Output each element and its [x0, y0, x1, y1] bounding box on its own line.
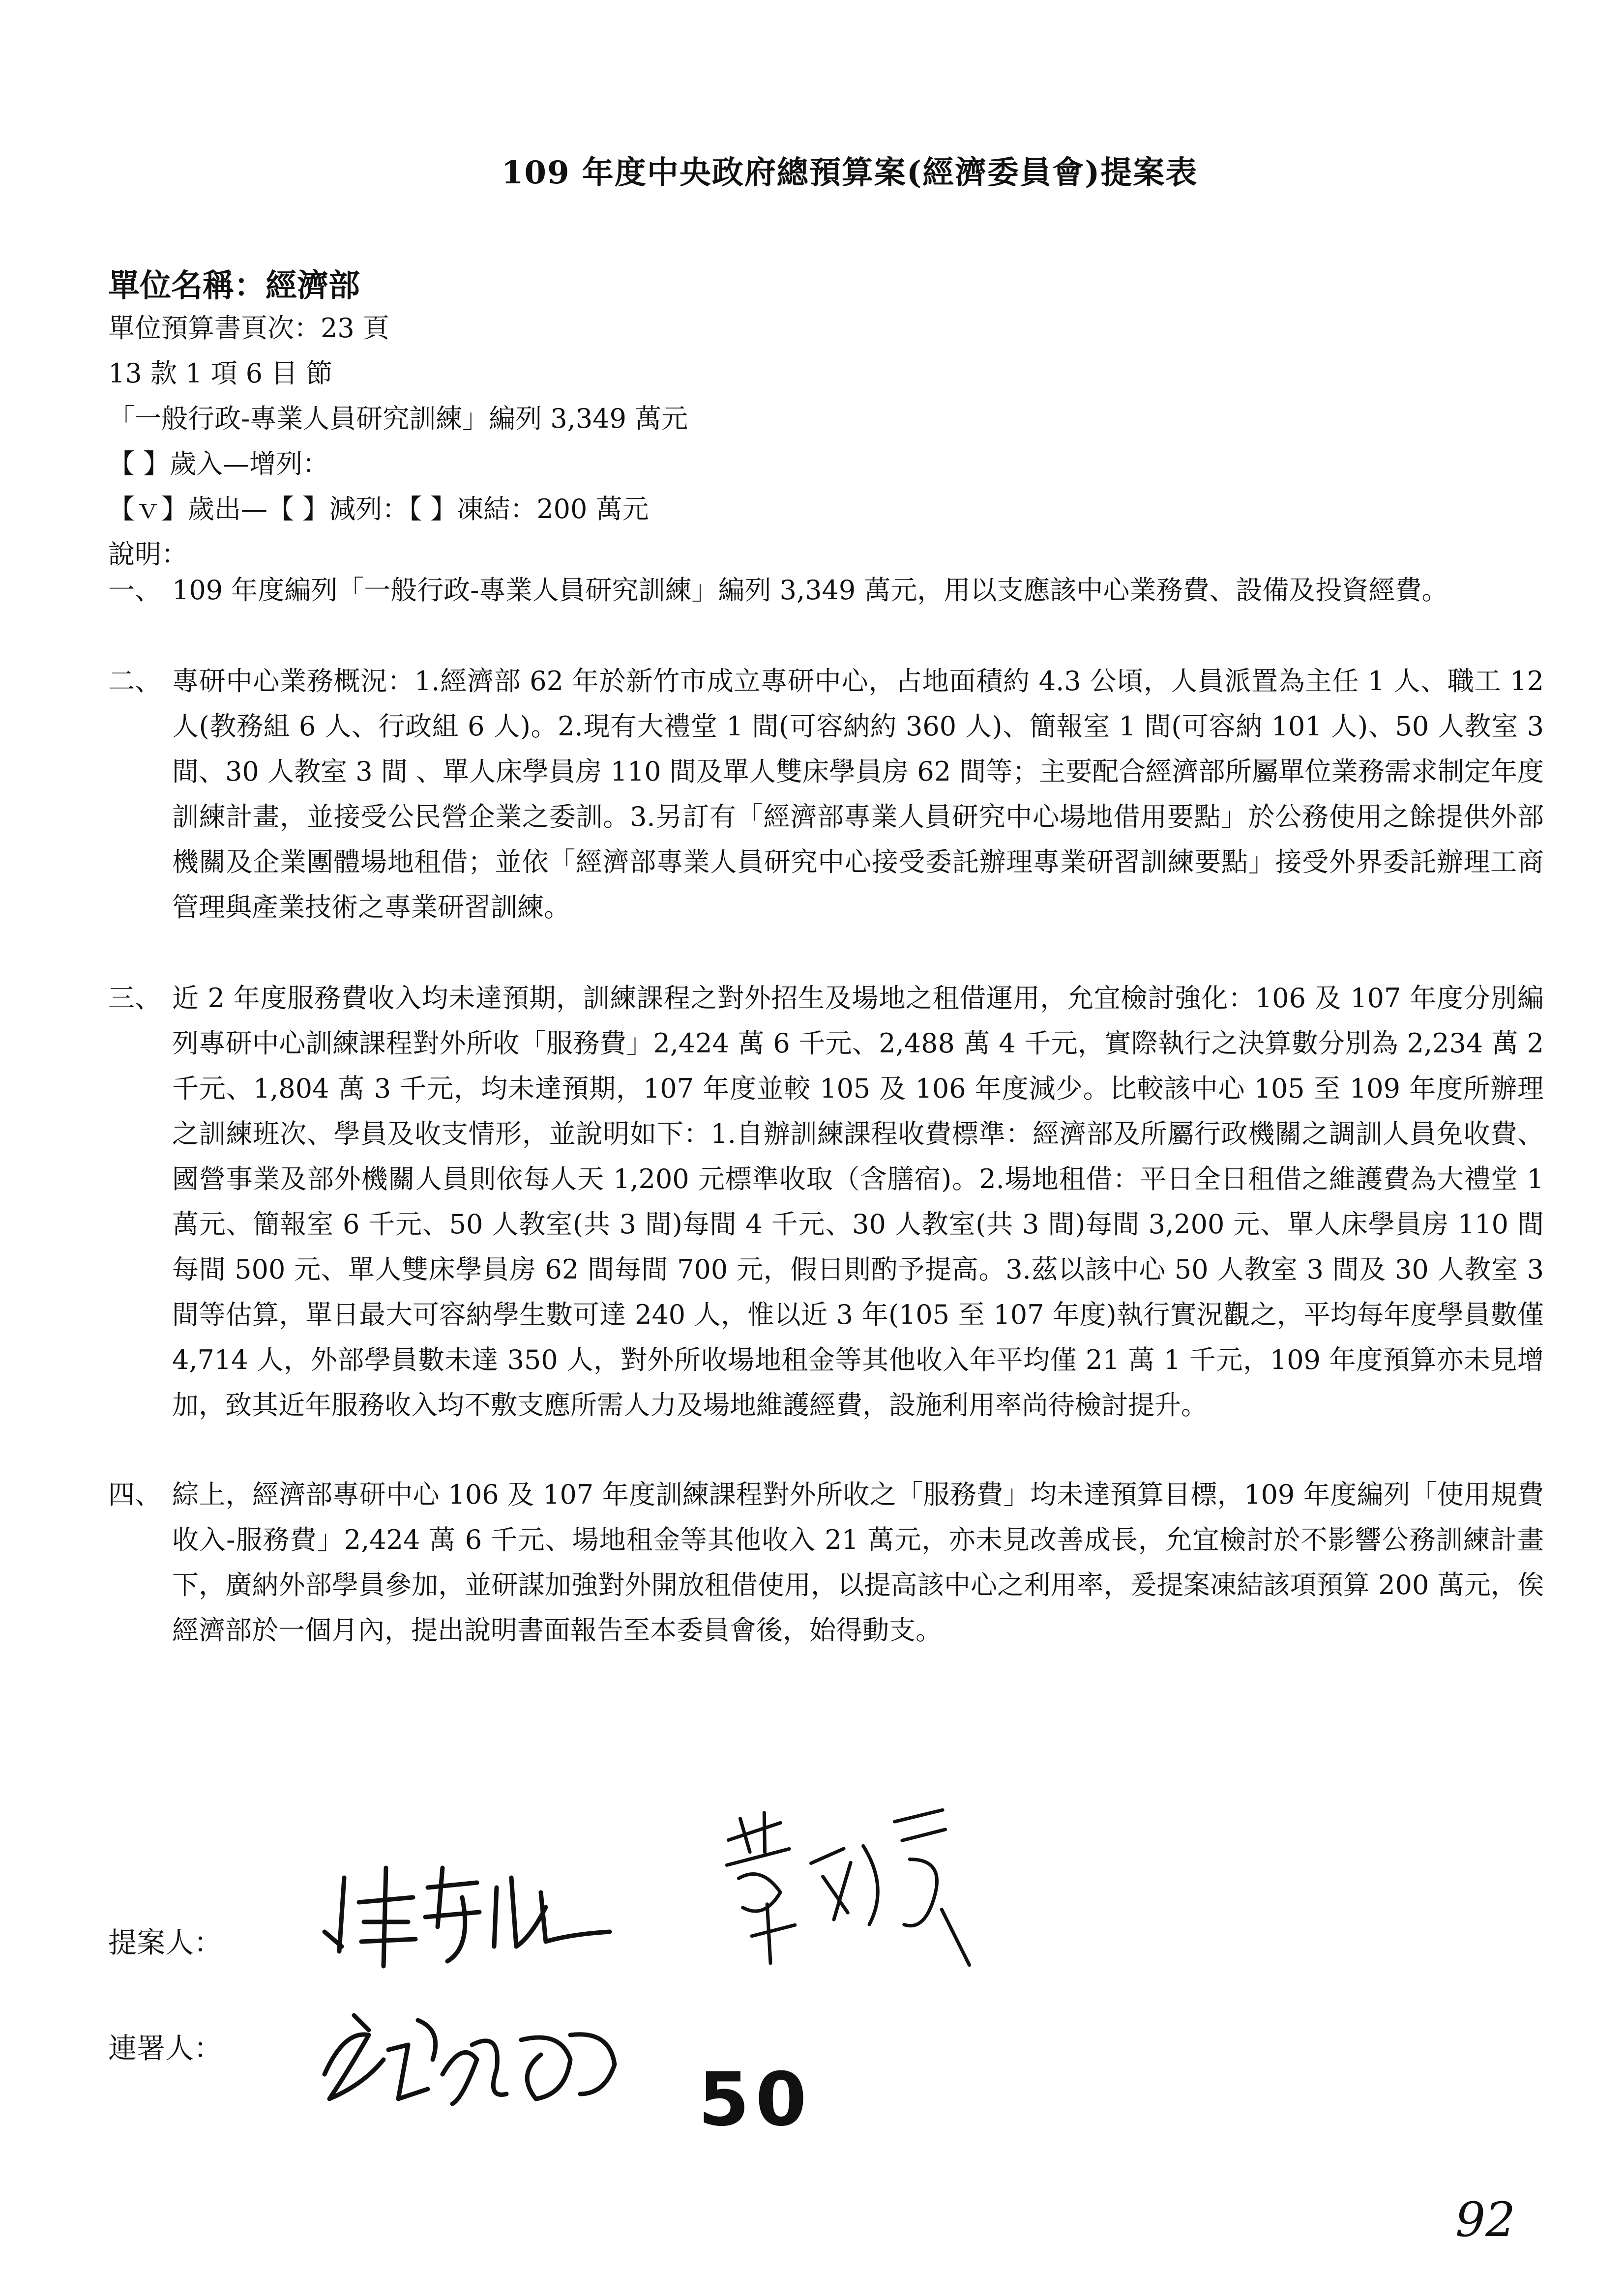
- explanation-paragraph-1: [108, 568, 1544, 613]
- page-title: 109 年度中央政府總預算案(經濟委員會)提案表: [502, 154, 1198, 191]
- budget-page-ref: 單位預算書頁次：23 頁: [108, 313, 389, 344]
- paragraph-number: 四、: [108, 1479, 161, 1510]
- revenue-line: 【 】歲入—增列：: [108, 448, 329, 479]
- explanation-paragraph-3: [108, 976, 1544, 1428]
- paragraph-number: 二、: [108, 666, 161, 697]
- cosigner-signature-1: [723, 1794, 978, 2001]
- explanation-label: 說明：: [108, 539, 188, 570]
- section-ref: 13 款 1 項 6 目 節: [108, 358, 333, 389]
- unit-name: 單位名稱：經濟部: [108, 267, 360, 304]
- paragraph-text: 綜上，經濟部專研中心 106 及 107 年度訓練課程對外所收之「服務費」均未達預算目標，109 年度編列「使用規費收入-服務費」2,424 萬 6 千元、場地租金等其他收入 21 萬元，亦未見改善成長，允宜檢討於不影響公務訓練計畫下，廣納外部學員參加，並研謀加強對外開放租借使用，以提高該中心之利用率，爰提案凍結該項預算 200 萬元，俟經濟部於一個月內，提出說明書面報告至本委員會後，始得動支。: [172, 1479, 1544, 1646]
- expenditure-line: 【ｖ】歲出—【 】減列：【 】凍結：200 萬元: [108, 494, 649, 524]
- handwritten-number: 50: [698, 2057, 813, 2143]
- paragraph-text: 109 年度編列「一般行政-專業人員研究訓練」編列 3,349 萬元，用以支應該中心業務費、設備及投資經費。: [172, 575, 1448, 606]
- paragraph-text: 近 2 年度服務費收入均未達預期，訓練課程之對外招生及場地之租借運用，允宜檢討強化：106 及 107 年度分別編列專研中心訓練課程對外所收「服務費」2,424 萬 6 千元、2,488 萬 4 千元，實際執行之決算數分別為 2,234 萬 2 千元、1,804 萬 3 千元，均未達預期，107 年度並較 105 及 106 年度減少。比較該中心 105 至 109 年度所辦理之訓練班次、學員及收支情形，並說明如下：1.自辦訓練課程收費標準：經濟部及所屬行政機關之調訓人員免收費、國營事業及部外機關人員則依每人天 1,200 元標準收取（含膳宿)。2.場地租借：平日全日租借之維護費為大禮堂 1 萬元、簡報室 6 千元、50 人教室(共 3 間)每間 4 千元、30 人教室(共 3 間)每間 3,200 元、單人床學員房 110 間每間 500 元、單人雙床學員房 62 間每間 700 元，假日則酌予提高。3.茲以該中心 50 人教室 3 間及 30 人教室 3 間等估算，單日最大可容納學生數可達 240 人，惟以近 3 年(105 至 107 年度)執行實況觀之，平均每年度學員數僅 4,714 人，外部學員數未達 350 人，對外所收場地租金等其他收入年平均僅 21 萬 1 千元，109 年度預算亦未見增加，致其近年服務收入均不敷支應所需人力及場地維護經費，設施利用率尚待檢討提升。: [172, 983, 1544, 1421]
- proposer-label: 提案人：: [108, 1926, 223, 1959]
- explanation-paragraph-4: [108, 1472, 1544, 1653]
- cosigner-label: 連署人：: [108, 2032, 223, 2065]
- explanation-paragraph-2: [108, 659, 1544, 930]
- paragraph-number: 一、: [108, 575, 161, 606]
- paragraph-text: 專研中心業務概況：1.經濟部 62 年於新竹市成立專研中心，占地面積約 4.3 公頃，人員派置為主任 1 人、職工 12 人(教務組 6 人、行政組 6 人)。2.現有大禮堂 1 間(可容納約 360 人)、簡報室 1 間(可容納 101 人)、50 人教室 3 間、30 人教室 3 間 、單人床學員房 110 間及單人雙床學員房 62 間等；主要配合經濟部所屬單位業務需求制定年度訓練計畫，並接受公民營企業之委訓。3.另訂有「經濟部專業人員研究中心場地借用要點」於公務使用之餘提供外部機關及企業團體場地租借；並依「經濟部專業人員研究中心接受委託辦理專業研習訓練要點」接受外界委託辦理工商管理與產業技術之專業研習訓練。: [172, 666, 1544, 923]
- paragraph-number: 三、: [108, 983, 161, 1014]
- page-number: 92: [1455, 2192, 1516, 2247]
- item-line: 「一般行政-專業人員研究訓練」編列 3,349 萬元: [108, 403, 688, 434]
- proposer-signature: [315, 1848, 620, 1976]
- cosigner-signature-2: [315, 2001, 629, 2119]
